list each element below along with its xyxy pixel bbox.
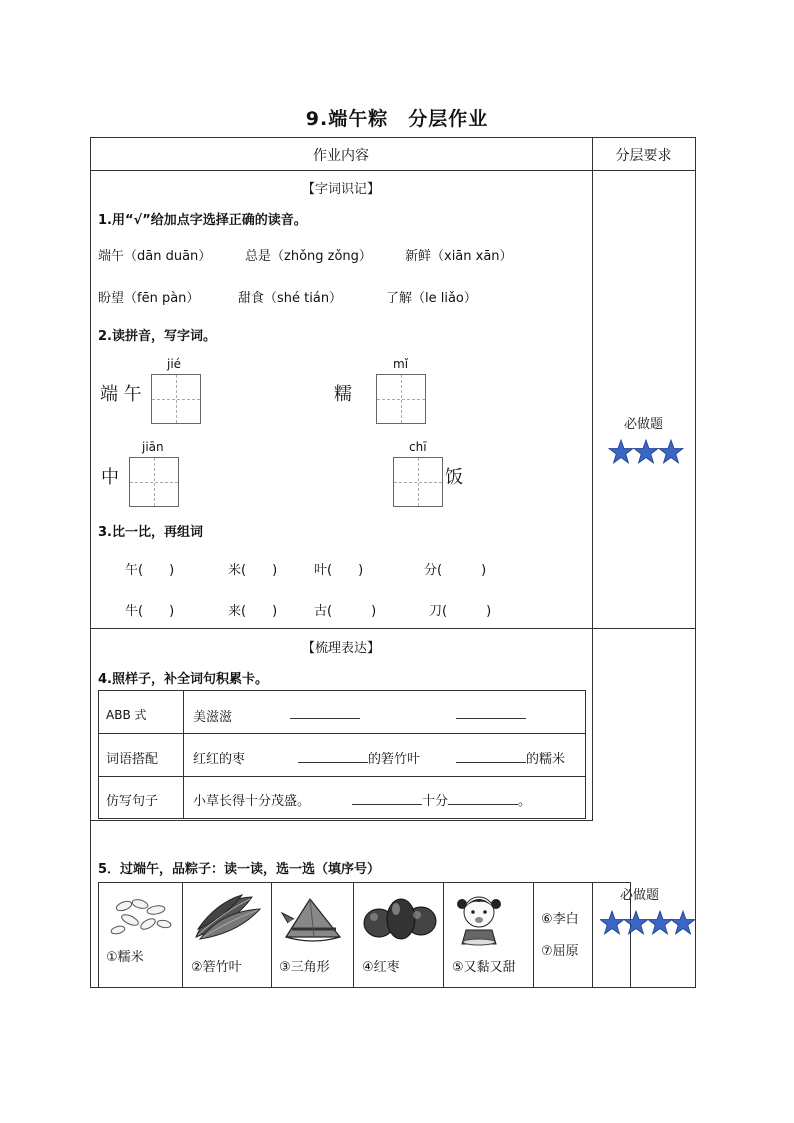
star-rating (608, 439, 684, 465)
page-title: 9.端午粽 分层作业 (305, 108, 489, 130)
item-label: ④红枣 (362, 960, 400, 975)
section2-heading: 【梳理表达】 (301, 641, 380, 656)
q1-item: 盼望（fēn pàn） (98, 291, 200, 306)
girl-eating-icon (454, 890, 504, 948)
row-example: 小草长得十分茂盛。 (193, 794, 311, 809)
q1-item: 总是（zhǒng zǒng） (245, 249, 372, 264)
question-1: 1.用“√”给加点字选择正确的读音。 (98, 213, 307, 228)
writing-grid[interactable] (376, 374, 426, 424)
rice-grains-icon (106, 894, 176, 938)
option-label: ⑥李白 (541, 912, 579, 927)
red-dates-icon (361, 895, 439, 943)
star-icon (648, 911, 672, 934)
q1-item: 了解（le liǎo） (386, 291, 477, 306)
q3-item: 午( ) (125, 563, 175, 578)
bamboo-leaves-icon (192, 893, 264, 943)
item-label: ⑤又黏又甜 (452, 960, 516, 975)
star-icon (624, 911, 648, 934)
q3-item: 来( ) (228, 604, 278, 619)
q3-item: 古( ) (314, 604, 377, 619)
question-5: 5．过端午，品粽子：读一读，选一选（填序号） (98, 862, 381, 877)
star-icon (600, 911, 624, 934)
level-label: 必做题 (620, 888, 660, 903)
table-left-border (90, 137, 91, 988)
question-4: 4.照样子，补全词句积累卡。 (98, 672, 268, 687)
star-icon (634, 440, 658, 463)
writing-grid[interactable] (393, 457, 443, 507)
writing-grid[interactable] (129, 457, 179, 507)
pinyin-label: mǐ (393, 357, 409, 371)
word-suffix: 饭 (445, 467, 463, 488)
row-example: 美滋滋 (193, 710, 233, 725)
section-divider (90, 628, 696, 629)
answer-blank[interactable] (290, 706, 360, 723)
q1-item: 甜食（shé tián） (238, 291, 343, 306)
q3-item: 叶( ) (314, 563, 364, 578)
q3-item: 刀( ) (429, 604, 492, 619)
word-prefix: 端 午 (100, 384, 142, 405)
item-label: ③三角形 (279, 960, 330, 975)
answer-blank[interactable]: 的糯米 (456, 748, 565, 767)
row-label: ABB 式 (106, 708, 147, 722)
pinyin-label: chī (409, 440, 427, 454)
writing-grid[interactable] (151, 374, 201, 424)
pinyin-label: jié (167, 357, 182, 371)
table-right-border (695, 137, 696, 988)
row-label: 词语搭配 (106, 752, 159, 767)
q3-item: 米( ) (228, 563, 278, 578)
word-prefix: 中 (101, 467, 119, 488)
q1-item: 端午（dān duān） (98, 249, 212, 264)
table-top-border (90, 137, 696, 138)
q1-item: 新鲜（xiān xān） (405, 249, 513, 264)
zongzi-icon (280, 895, 346, 943)
column-divider (592, 137, 593, 820)
star-rating (600, 910, 696, 936)
question-2: 2.读拼音，写字词。 (98, 329, 216, 344)
star-icon (609, 440, 633, 463)
item-label: ①糯米 (106, 950, 144, 965)
item-label: ②箬竹叶 (191, 960, 242, 975)
option-label: ⑦屈原 (541, 944, 579, 959)
header-content: 作业内容 (313, 148, 369, 164)
word-prefix: 糯 (334, 384, 352, 405)
row-label: 仿写句子 (106, 794, 159, 809)
q3-item: 分( ) (424, 563, 487, 578)
pinyin-label: jiān (142, 440, 164, 454)
section1-heading: 【字词识记】 (301, 182, 380, 197)
row-example: 红红的枣 (193, 752, 246, 767)
header-level: 分层要求 (615, 148, 672, 164)
q3-item: 牛( ) (125, 604, 175, 619)
question-3: 3.比一比，再组词 (98, 525, 203, 540)
answer-blank[interactable]: 的箬竹叶 (298, 748, 420, 767)
star-icon (659, 440, 683, 463)
answer-blank[interactable]: 十分 。 (352, 790, 531, 809)
sub-divider (90, 820, 593, 821)
answer-blank[interactable] (456, 706, 526, 723)
header-bottom-border (90, 170, 696, 171)
level-label: 必做题 (623, 417, 663, 432)
star-icon (671, 911, 695, 934)
table-bottom-border (90, 987, 696, 988)
